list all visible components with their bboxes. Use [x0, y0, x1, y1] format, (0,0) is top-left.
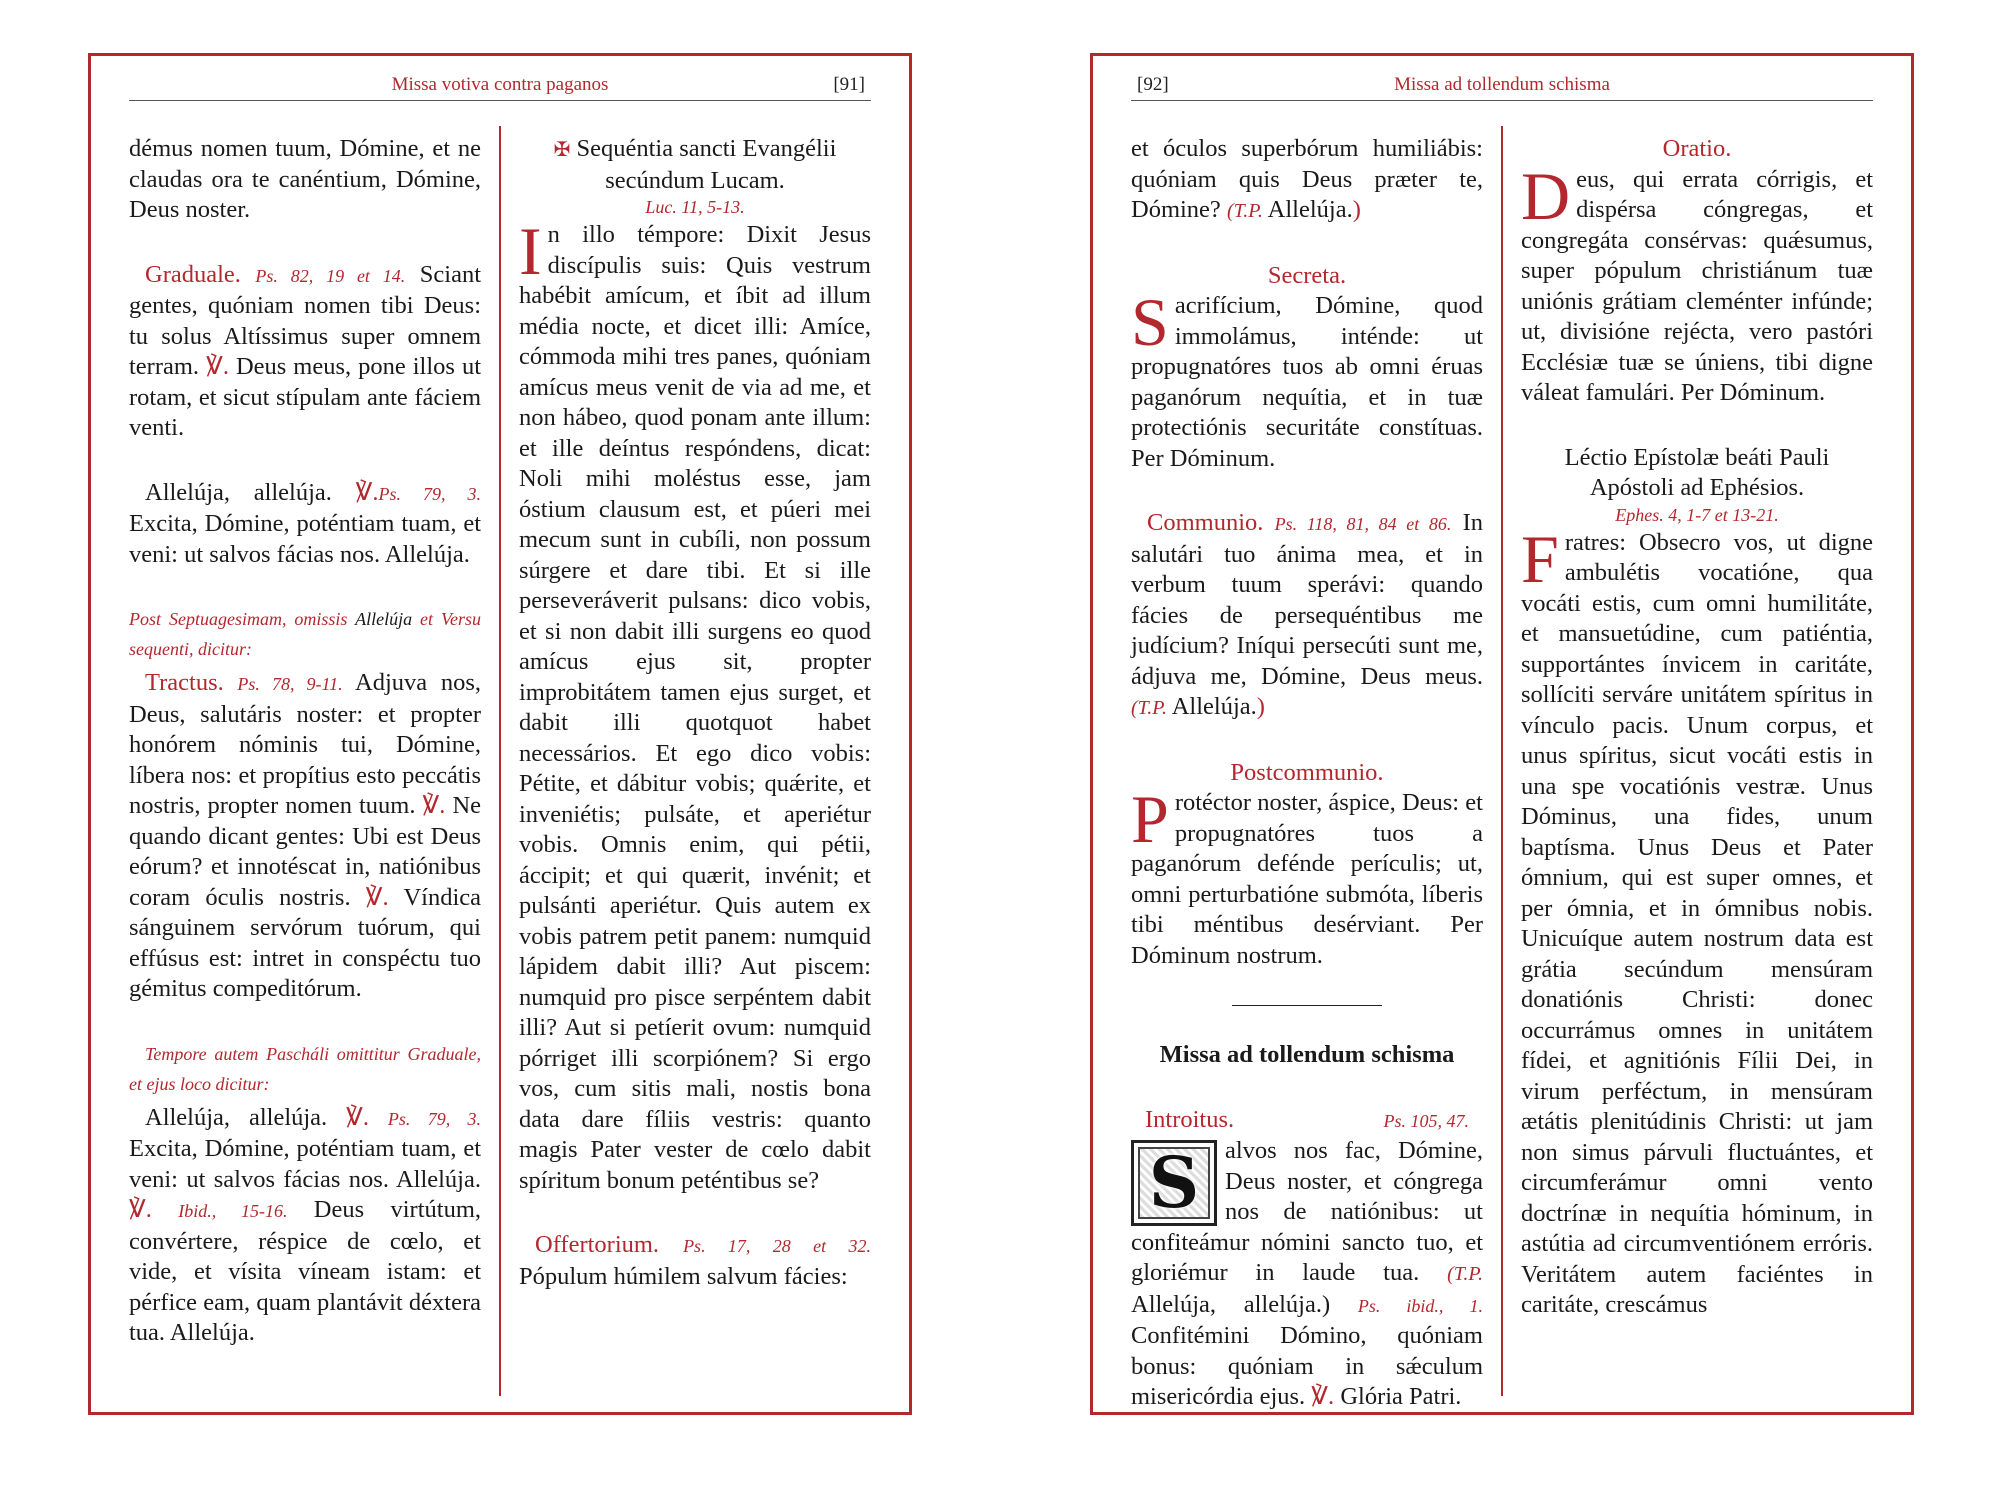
paschal-ref-2: Ibid., 15-16. [178, 1201, 288, 1221]
introitus-body: alvos nos fac, Dómine, Deus noster, et cóngrega nos de natiónibus: ut confiteámur nómini sancto tuo, et gloriémur in laude tua. [1131, 1137, 1483, 1286]
oratio-title: Oratio. [1662, 135, 1732, 162]
page-header [129, 70, 871, 101]
gospel-title-text: Sequéntia sancti Evangélii secúndum Lucam. [576, 135, 837, 194]
lectio-ref: Ephes. 4, 1-7 et 13-21. [1615, 504, 1779, 525]
paschal-text-2: Excita, Dómine, poténtiam tuam, et veni: ut salvos fácias nos. Allelúja. [129, 1135, 481, 1193]
tp-close: ) [1352, 196, 1361, 223]
versicle-symbol: ℣. [346, 1103, 369, 1131]
versicle-symbol: ℣. [1311, 1383, 1335, 1410]
paragraph: démus nomen tuum, Dómine, et ne claudas ora te canéntium, Dómine, Deus noster. [129, 135, 481, 223]
drop-cap: P [1131, 781, 1169, 857]
tp-alleluia: Allelúja. [1267, 196, 1353, 223]
drop-cap: S [1131, 284, 1169, 360]
graduale-text: Sciant gentes, quóniam nomen tibi Deus: tu solus Altíssimus super omnem terram. [129, 260, 482, 380]
gospel-text [519, 213, 871, 1196]
tractus-text: Adjuva nos, Deus, salutáris noster: et propter honórem nóminis tui, Dómine, líbera nos: et propítius esto peccátis nostris, propter nomen tuum. [129, 669, 481, 819]
graduale-section [129, 260, 481, 444]
introitus-heading [1131, 1105, 1483, 1137]
cross-icon: ✠ [553, 139, 571, 161]
paschal-alleluia [129, 1103, 481, 1349]
drop-cap: I [519, 213, 542, 289]
graduale-ref: Ps. 82, 19 et 14. [255, 265, 406, 286]
introitus-ref-2: Ps. ibid., 1. [1357, 1295, 1483, 1316]
right-column-2 [1521, 134, 1873, 1394]
tractus-section [129, 668, 481, 1005]
tractus-text-3: Víndica sánguinem servórum tuórum, qui effúsus est: intret in conspéctu tuo gémitus compeditórum. [129, 883, 482, 1002]
gospel-ref: Luc. 11, 5-13. [645, 197, 745, 217]
offertorium-text: Pópulum húmilem salvum fácies: [519, 1262, 848, 1290]
rubric-text-2: et Versu sequenti, dicitur: [129, 609, 481, 659]
communio-text: In salutári tuo ánima mea, et in verbum tuum sperávi: quando fácies de persequéntibus me judícium? Iníqui persecúti sunt me, ádjuva me, Dómine, Deus meus. [1131, 509, 1484, 690]
versicle-symbol: ℣. [206, 353, 229, 380]
offertorium-label: Offertorium. [535, 1231, 660, 1258]
gospel-body: n illo témpore: Dixit Jesus discípulis suis: Quis vestrum habébit amícum, et íbit ad illum média nocte, et dicet illi: Amíce, cómmoda mihi tres panes, quóniam amícus meus venit de via ad me, et non hábeo, quod ponam ante illum: et ille deíntus respóndens, dicat: Noli mihi moléstus esse, jam óstium clausum est, et púeri mei mecum sunt in cubíli, non possum súrgere et dare tibi. Et si ille perseveráverit pulsans: dico vobis, et si non dabit illi surgens eo quod amícus ejus sit, propter improbitátem tamen ejus surget, et dabit illi quotquot habet necessários. Et ego dico vobis: Pétite, et dábitur vobis; quǽrite, et inveniétis; pulsáte, et aperiétur vobis. Omnis enim, qui pétii, áccipit; et qui quærit, invénit; et pulsánti aperiétur. Quis autem ex vobis patrem petit panem: numquid lápidem dabit illi? Aut piscem: numquid pro pisce serpéntem dabit illi? Aut si petíerit ovum: numquid pórriget illi scorpiónem? Si ergo vos, cum sitis mali, nostis bona data dare fíliis vestris: quanto magis Pater vester de cœlo dabit spíritum bonum peténtibus se? [519, 221, 871, 1194]
secreta-body: acrifícium, Dómine, quod immolámus, inténde: ut propugnatóres tuos ab omni éruas paganórum nequítia, et in tuæ protectiónis securitáte constítuas. Per Dóminum. [1131, 292, 1483, 472]
missa-title: Missa ad tollendum schisma [1159, 1041, 1455, 1068]
communio-section [1131, 508, 1483, 724]
postcommunio-text [1131, 781, 1483, 971]
versicle-symbol: ℣. [365, 883, 389, 911]
right-page [1090, 53, 1914, 1415]
communio-ref: Ps. 118, 81, 84 et 86. [1274, 514, 1452, 534]
postcommunio-title: Postcommunio. [1230, 758, 1384, 786]
secreta-title: Secreta. [1267, 261, 1347, 289]
right-column-1 [1131, 134, 1484, 1410]
oratio-body: eus, qui errata córrigis, et dispérsa cóngregas, et congregáta consérvas: quǽsumus, super pópulum christiánum tuæ uniónis grátiam cleménter infúnde; ut, divisióne rejécta, vero pastóri Ecclésiæ tuæ se úniens, tibi digne váleat famulári. Per Dóminum. [1521, 165, 1873, 406]
rubric-text: Post Septuagesimam, omissis [129, 609, 348, 629]
tp-alleluia: Allelúja. [1171, 693, 1257, 720]
lectio-text [1521, 520, 1873, 1321]
offertorium-section [519, 1230, 871, 1292]
introitus-body-2: Confitémini Dómino, quóniam bonus: quóniam in sǽculum misericórdia ejus. [1131, 1322, 1483, 1410]
versicle-symbol: ℣. [422, 792, 446, 819]
left-column-1 [129, 134, 481, 1394]
section-rule [1232, 1005, 1382, 1006]
offertorium-ref: Ps. 17, 28 et 32. [683, 1236, 872, 1256]
lectio-body: ratres: Obsecro vos, ut digne ambulétis vocatióne, qua vocáti estis, cum omni humilitáte, et mansuetúdine, cum patiéntia, supportántes ínvicem in caritáte, sollíciti serváre unitátem spíritus in vínculo pacis. Unum corpus, et unus spíritus, sicut vocáti estis in una spe vocatiónis vestræ. Unus Dóminus, una fides, unum baptísma. Unus Deus et Pater ómnium, qui est super omnes, et per ómnia, et in ómnibus nobis. Unicuíque autem nostrum data est grátia secúndum mensúram donatiónis Christi: donec occurrámus omnes in unitátem fídei, et agnitiónis Fílii Dei, in virum perféctum, in mensúram ætátis plenitúdinis Christi: ut jam non simus párvuli fluctuántes, et circumferámur omni vento doctrínæ in nequítia hóminum, in astútia ad circumventiónem erróris. Veritátem autem faciéntes in caritáte, crescámus [1521, 528, 1873, 1318]
gloria-patri: Glória Patri. [1340, 1383, 1462, 1410]
paschal-ref: Ps. 79, 3. [387, 1108, 482, 1129]
page-header-title: Missa votiva contra paganos [391, 74, 609, 95]
tp-marker: (T.P. [1447, 1263, 1484, 1285]
alleluia-text-2: Excita, Dómine, poténtiam tuam, et veni: ut salvos fácias nos. Allelúja. [129, 510, 481, 568]
tractus-text-2: Ne quando dicant gentes: Ubi est Deus eórum? et innotéscat in, natiónibus coram óculis nostris. [129, 792, 482, 911]
postcommunio-body: rotéctor noster, áspice, Deus: et propugnatóres tuos a paganórum defénde perículis; ut, omni perturbatióne submóta, líberis tibi méntibus desérviant. Per Dóminum nostrum. [1131, 789, 1483, 969]
ornamental-letter: S [1148, 1140, 1200, 1224]
offertorium-continued: et óculos superbórum humiliábis: quóniam quis Deus præter te, Dómine? [1131, 135, 1483, 223]
graduale-text-2: Deus meus, pone illos ut rotam, et sicut stípulam ante fáciem venti. [129, 353, 482, 441]
tp-marker: (T.P. [1131, 697, 1167, 719]
paschal-text-3: Deus virtútum, convértere, réspice de cœlo, et vide, et vísita víneam istam: et pérfice eam, quam plantávit déxtera tua. Allelúja. [129, 1196, 481, 1346]
oratio-text [1521, 157, 1873, 409]
column-divider [499, 126, 501, 1396]
alleluia-section [129, 478, 481, 571]
versicle-symbol: ℣. [355, 478, 379, 506]
introitus-ref: Ps. 105, 47. [1383, 1110, 1469, 1131]
column-divider [1501, 126, 1503, 1396]
tractus-label: Tractus. [145, 669, 224, 696]
graduale-label: Graduale. [145, 260, 241, 288]
introitus-text [1131, 1136, 1483, 1413]
rubric-paschal: Tempore autem Pascháli omittitur Graduale, et ejus loco dicitur: [129, 1043, 481, 1094]
page-number: [91] [833, 74, 865, 95]
communio-label: Communio. [1147, 509, 1264, 536]
introitus-label: Introitus. [1145, 1105, 1235, 1133]
introitus-alleluia: Allelúja, allelúja.) [1131, 1290, 1331, 1318]
ornamental-initial-icon [1131, 1140, 1217, 1226]
tractus-ref: Ps. 78, 9-11. [237, 674, 343, 694]
gospel-title [519, 134, 871, 196]
left-page [88, 53, 912, 1415]
paragraph [1131, 134, 1483, 227]
lectio-title: Léctio Epístolæ beáti Pauli Apóstoli ad Ephésios. [1564, 443, 1830, 501]
drop-cap: D [1521, 157, 1571, 234]
tp-marker: (T.P. [1226, 200, 1263, 222]
rubric-alleluia: Allelúja [355, 609, 413, 629]
left-column-2 [519, 134, 871, 1394]
secreta-text [1131, 284, 1483, 474]
paschal-text: Allelúja, allelúja. [145, 1103, 328, 1131]
tp-close: ) [1256, 693, 1265, 720]
page-header-title: Missa ad tollendum schisma [1394, 74, 1610, 95]
rubric [129, 604, 481, 664]
alleluia-text: Allelúja, allelúja. [145, 478, 332, 506]
page-number: [92] [1137, 74, 1169, 95]
versicle-symbol: ℣. [129, 1196, 152, 1223]
drop-cap: F [1521, 520, 1559, 597]
page-header [1131, 70, 1873, 101]
alleluia-ref: Ps. 79, 3. [378, 483, 482, 504]
